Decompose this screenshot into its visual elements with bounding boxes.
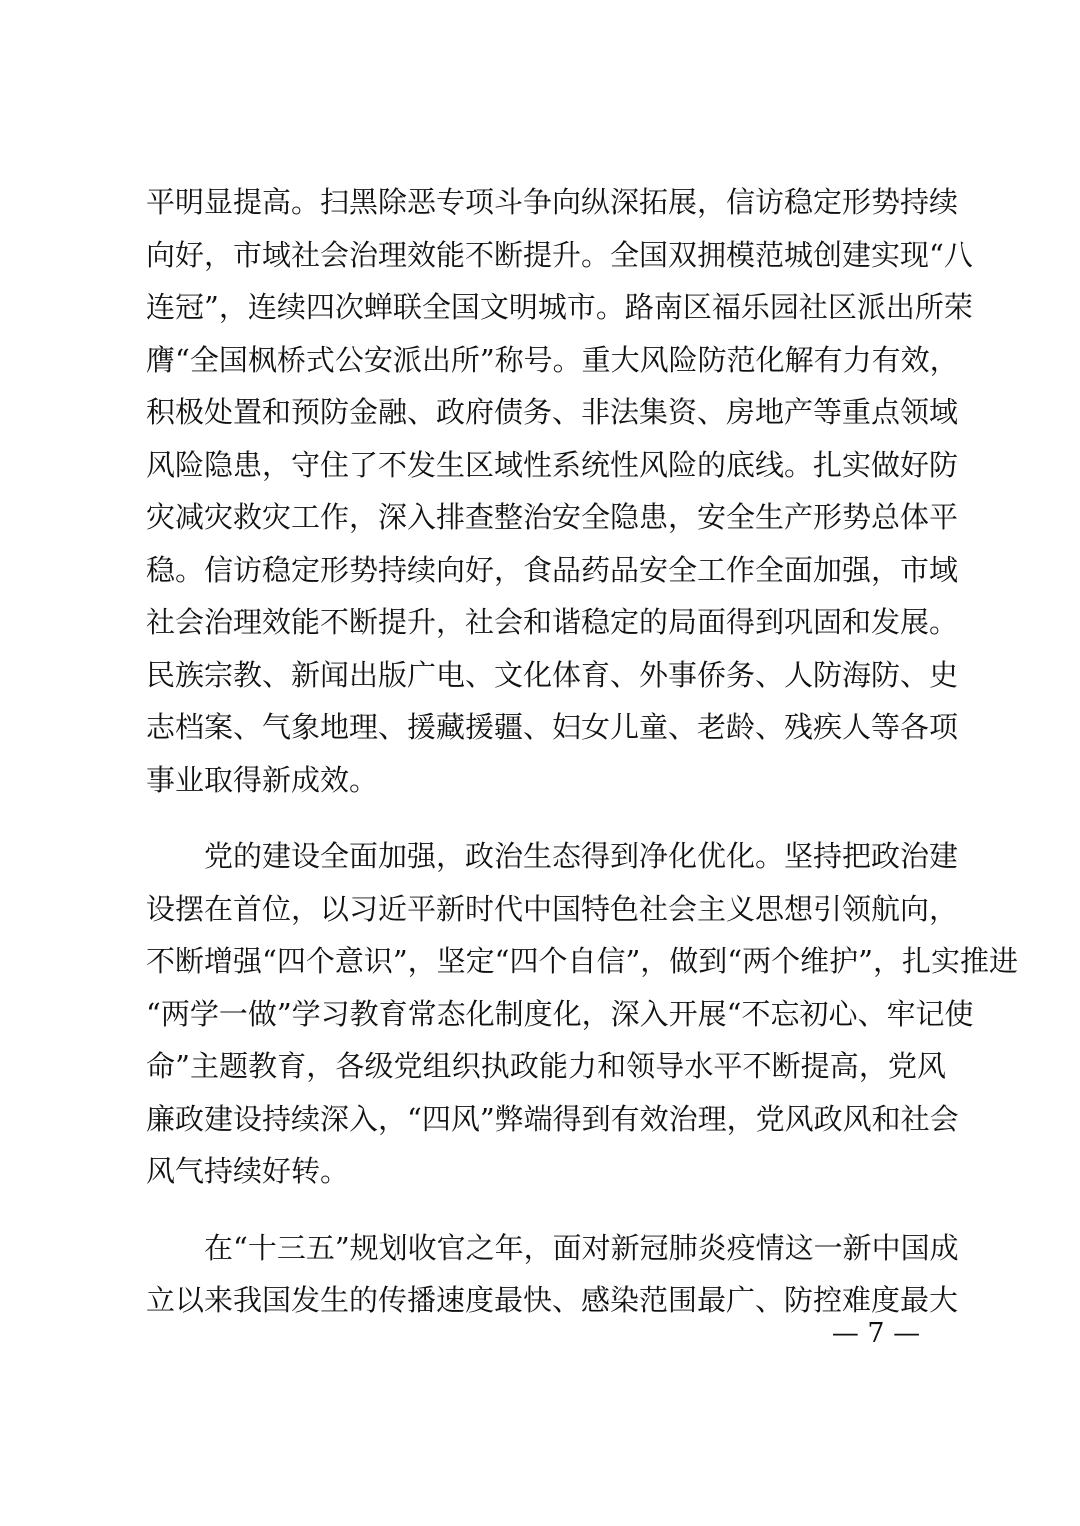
text-line: 民族宗教、新闻出版广电、文化体育、外事侨务、人防海防、史 [146,657,959,692]
text-line: 设摆在首位，以习近平新时代中国特色社会主义思想引领航向， [146,891,959,926]
text-line: 稳。信访稳定形势持续向好，食品药品安全工作全面加强，市域 [146,552,959,587]
text-line: “两学一做”学习教育常态化制度化，深入开展“不忘初心、牢记使 [146,996,974,1031]
text-line: 社会治理效能不断提升，社会和谐稳定的局面得到巩固和发展。 [146,605,959,639]
text-line: 志档案、气象地理、援藏援疆、妇女儿童、老龄、残疾人等各项 [146,710,959,744]
text-line: 廉政建设持续深入，“四风”弊端得到有效治理，党风政风和社会 [146,1101,959,1136]
text-line: 膺“全国枫桥式公安派出所”称号。重大风险防范化解有力有效， [146,342,959,377]
text-line: 平明显提高。扫黑除恶专项斗争向纵深拓展，信访稳定形势持续 [146,185,959,219]
text-line: 在“十三五”规划收官之年，面对新冠肺炎疫情这一新中国成 [146,1230,959,1265]
text-line: 党的建设全面加强，政治生态得到净化优化。坚持把政治建 [146,839,959,873]
paragraph-gap [146,1198,946,1222]
text-line: 风气持续好转。 [146,1154,350,1188]
text-line: 命”主题教育，各级党组织执政能力和领导水平不断提高，党风 [146,1049,946,1083]
text-line: 事业取得新成效。 [146,762,379,797]
paragraph-party-building [146,830,1018,1198]
text-line: 立以来我国发生的传播速度最快、感染范围最广、防控难度最大 [146,1283,959,1317]
text-line: 风险隐患，守住了不发生区域性系统性风险的底线。扎实做好防 [146,447,959,482]
text-line: 灾减灾救灾工作，深入排查整治安全隐患，安全生产形势总体平 [146,500,959,534]
paragraph-gap [146,806,946,830]
document-body [146,176,1018,1327]
paragraph-thirteenth-five-year [146,1222,959,1327]
text-line: 积极处置和预防金融、政府债务、非法集资、房地产等重点领域 [146,395,959,429]
text-line: 不断增强“四个意识”，坚定“四个自信”，做到“两个维护”，扎实推进 [146,944,1018,978]
text-line: 向好，市域社会治理效能不断提升。全国双拥模范城创建实现“八 [146,237,973,272]
page-number: — 7 — [831,1318,921,1349]
paragraph-social-governance [146,176,973,806]
text-line: 连冠”，连续四次蝉联全国文明城市。路南区福乐园社区派出所荣 [146,290,973,324]
